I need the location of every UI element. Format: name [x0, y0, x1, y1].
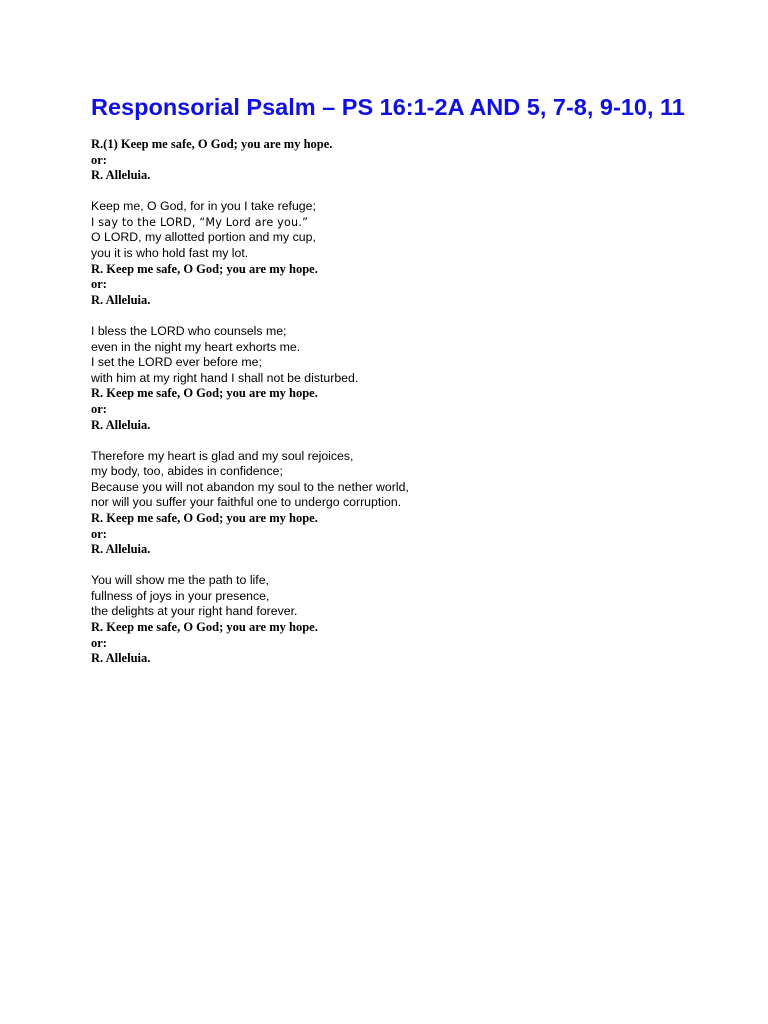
verse-line: nor will you suffer your faithful one to undergo corruption.: [91, 495, 402, 510]
verse-line: I say to the LORD, “My Lord are you.”: [91, 215, 309, 229]
verse-line: my body, too, abides in confidence;: [91, 464, 283, 479]
psalm-content: [91, 137, 731, 682]
response-or: or:: [91, 152, 107, 167]
response-line: R. Keep me safe, O God; you are my hope.: [91, 510, 318, 525]
verse-line: O LORD, my allotted portion and my cup,: [91, 230, 316, 245]
response-or: or:: [91, 526, 107, 541]
response-alleluia: R. Alleluia.: [91, 542, 151, 557]
response-line: R. Keep me safe, O God; you are my hope.: [91, 620, 318, 635]
verse-line: even in the night my heart exhorts me.: [91, 339, 301, 354]
response-or: or:: [91, 277, 107, 292]
stanza-4: [91, 573, 731, 667]
verse-line: Therefore my heart is glad and my soul rejoices,: [91, 448, 354, 463]
response-alleluia: R. Alleluia.: [91, 651, 151, 666]
verse-line: with him at my right hand I shall not be disturbed.: [91, 370, 359, 385]
verse-line: fullness of joys in your presence,: [91, 588, 270, 603]
response-line: R. Keep me safe, O God; you are my hope.: [91, 386, 318, 401]
response-alleluia: R. Alleluia.: [91, 292, 151, 307]
response-alleluia: R. Alleluia.: [91, 168, 151, 183]
verse-line: you it is who hold fast my lot.: [91, 246, 249, 261]
stanza-2: [91, 324, 731, 433]
response-or: or:: [91, 635, 107, 650]
stanza-3: [91, 449, 731, 558]
response-line: R. Keep me safe, O God; you are my hope.: [91, 261, 318, 276]
response-line: R.(1) Keep me safe, O God; you are my hope.: [91, 137, 333, 151]
verse-line: You will show me the path to life,: [91, 573, 269, 588]
verse-line: I bless the LORD who counsels me;: [91, 323, 287, 338]
response-intro: [91, 137, 731, 184]
verse-line: Because you will not abandon my soul to the nether world,: [91, 479, 409, 494]
page-title: Responsorial Psalm – PS 16:1-2A AND 5, 7-8, 9-10, 11: [91, 94, 685, 120]
stanza-1: [91, 199, 731, 308]
verse-line: Keep me, O God, for in you I take refuge;: [91, 199, 316, 214]
response-or: or:: [91, 401, 107, 416]
verse-line: I set the LORD ever before me;: [91, 355, 262, 370]
response-alleluia: R. Alleluia.: [91, 417, 151, 432]
verse-line: the delights at your right hand forever.: [91, 604, 298, 619]
